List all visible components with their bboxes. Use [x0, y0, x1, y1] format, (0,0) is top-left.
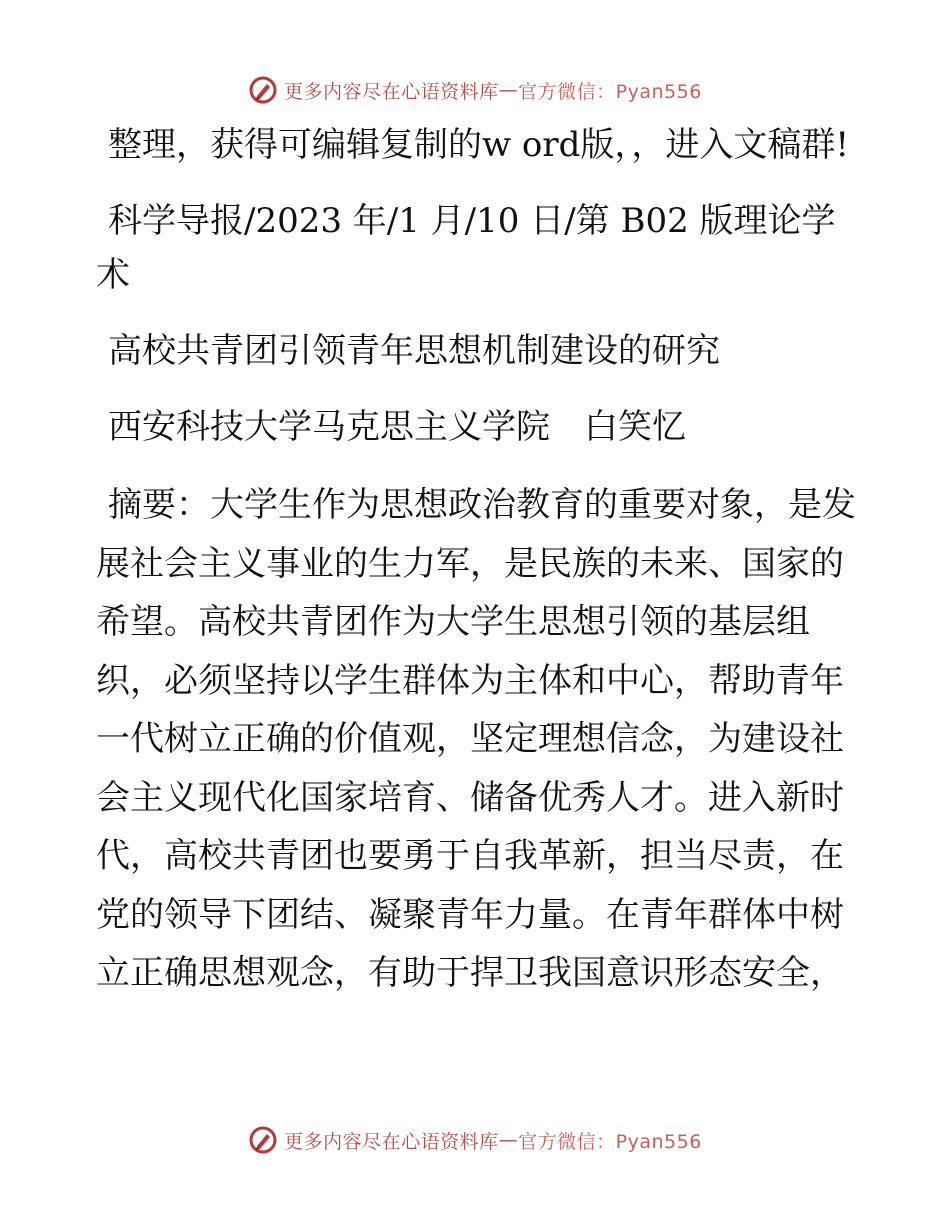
- article-title: 高校共青团引领青年思想机制建设的研究: [108, 331, 720, 371]
- banner-separator: —: [498, 1129, 519, 1151]
- footer-banner: [0, 1120, 950, 1160]
- author-line: 西安科技大学马克思主义学院 白笑忆: [108, 407, 686, 447]
- banner-text: 更多内容尽在心语资料库: [284, 1130, 499, 1153]
- pen-logo-icon: [248, 75, 278, 105]
- header-banner: [0, 70, 950, 110]
- banner-separator: —: [498, 79, 519, 101]
- banner-wechat: 官方微信：Pyan556: [518, 80, 702, 103]
- banner-text: 更多内容尽在心语资料库: [284, 80, 499, 103]
- document-body: [96, 118, 856, 1025]
- source-line: 科学导报/2023 年/1 月/10 日/第 B02 版理论学术: [96, 201, 836, 295]
- pen-logo-icon: [248, 1125, 278, 1155]
- abstract-paragraph: 摘要：大学生作为思想政治教育的重要对象，是发展社会主义事业的生力军，是民族的未来、国家的希望。高校共青团作为大学生思想引领的基层组织，必须坚持以学生群体为主体和中心，帮助青年一代树立正确的价值观，坚定理想信念，为建设社会主义现代化国家培育、储备优秀人才。进入新时代，高校共青团也要勇于自我革新，担当尽责，在党的领导下团结、凝聚青年力量。在青年群体中树立正确思想观念，有助于捍卫我国意识形态安全，: [96, 485, 856, 993]
- banner-wechat: 官方微信：Pyan556: [518, 1130, 702, 1153]
- notice-paragraph: 整理，获得可编辑复制的w ord版，，进入文稿群!: [108, 125, 850, 165]
